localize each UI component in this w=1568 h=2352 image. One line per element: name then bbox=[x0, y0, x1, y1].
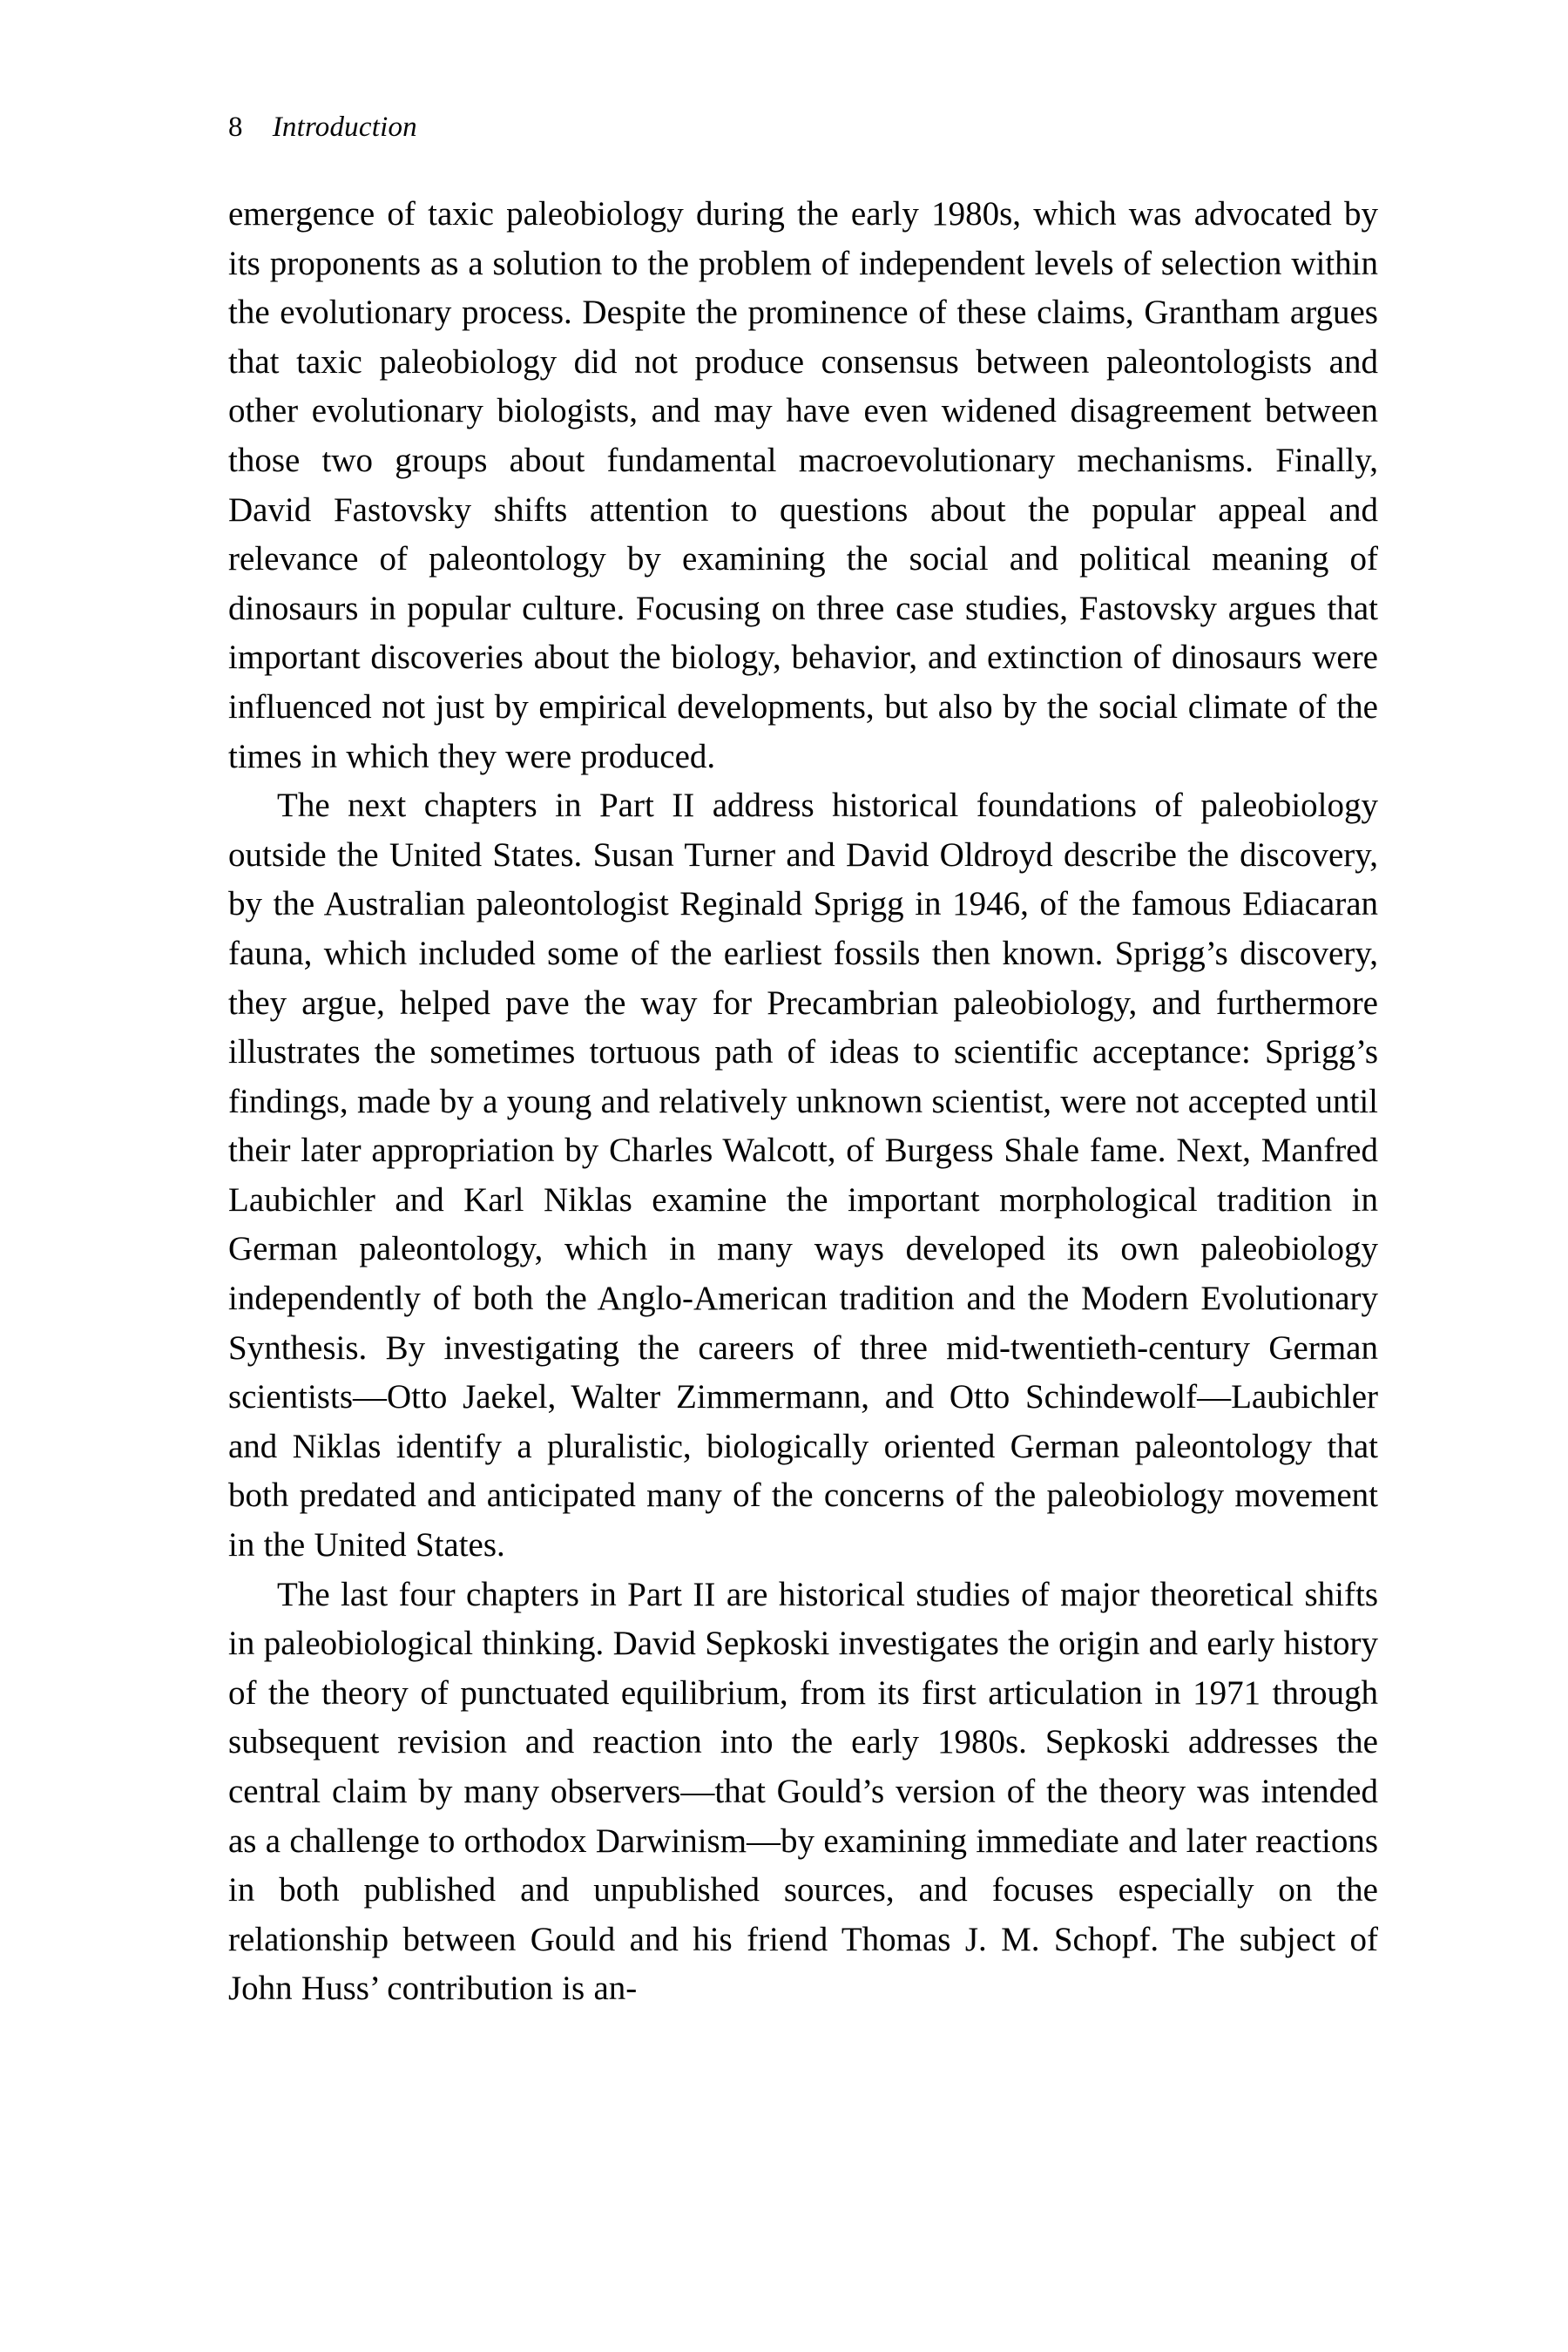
running-head bbox=[228, 110, 1378, 145]
body-paragraph: emergence of taxic paleobiology during the early 1980s, which was advocated by its proponents as a solution to the problem of independent levels of selection within the evolutionary process. Despite the prominence of these claims, Grantham argues that taxic paleobiology did not produce consensus between paleontologists and other evolutionary biologists, and may have even widened disagreement between those two groups about fundamental macroevolutionary mechanisms. Finally, David Fastovsky shifts attention to questions about the popular appeal and relevance of paleontology by examining the social and political meaning of dinosaurs in popular culture. Focusing on three case studies, Fastovsky argues that important discoveries about the biology, behavior, and extinction of dinosaurs were influenced not just by empirical developments, but also by the social climate of the times in which they were produced. bbox=[228, 195, 1378, 775]
running-head-title: Introduction bbox=[272, 112, 417, 143]
page-number: 8 bbox=[228, 112, 243, 143]
text-block bbox=[228, 110, 1378, 2014]
body-paragraph: The last four chapters in Part II are historical studies of major theoretical shifts in paleobiological thinking. David Sepkoski investigates the origin and early history of the theory of punctuated equilibrium, from its first articulation in 1971 through subsequent revision and reaction into the early 1980s. Sepkoski addresses the central claim by many observers—that Gould’s version of the theory was intended as a challenge to orthodox Darwinism—by examining immediate and later reactions in both published and unpublished sources, and focuses especially on the relationship between Gould and his friend Thomas J. M. Schopf. The subject of John Huss’ contribution is an- bbox=[228, 1575, 1378, 2008]
body-text bbox=[228, 190, 1378, 2014]
body-paragraph: The next chapters in Part II address historical foundations of paleobiology outside the United States. Susan Turner and David Oldroyd describe the discovery, by the Australian paleontologist Reginald Sprigg in 1946, of the famous Ediacaran fauna, which included some of the earliest fossils then known. Sprigg’s discovery, they argue, helped pave the way for Precambrian paleobiology, and furthermore illustrates the sometimes tortuous path of ideas to scientific acceptance: Sprigg’s findings, made by a young and relatively unknown scientist, were not accepted until their later appropriation by Charles Walcott, of Burgess Shale fame. Next, Manfred Laubichler and Karl Niklas examine the important morphological tradition in German paleontology, which in many ways developed its own paleobiology independently of both the Anglo-American tradition and the Modern Evolutionary Synthesis. By investigating the careers of three mid-twentieth-century German scientists—Otto Jaekel, Walter Zimmermann, and Otto Schindewolf—Laubichler and Niklas identify a pluralistic, biologically oriented German paleontology that both predated and anticipated many of the concerns of the paleobiology movement in the United States. bbox=[228, 787, 1378, 1565]
